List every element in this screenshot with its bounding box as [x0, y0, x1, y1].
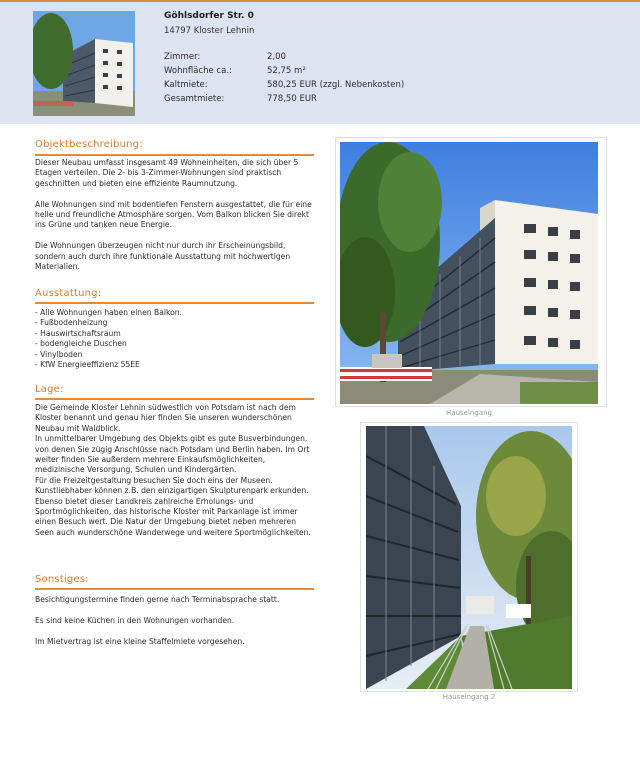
lage-text: Die Gemeinde Kloster Lehnin südwestlich von Potsdam ist nach dem Kloster benannt und genau hier finden Sie unseren wunderschönen Neubau mit Waldblick. In unmittelbarer Umgebung des Objekts gibt es gute Busverbindungen, von denen Sie zügig Anschlüsse nach Potsdam und Berlin haben. Im Ort weiter finden Sie außerdem mehrere Einkaufsmöglichkeiten, medizinische Versorgung, Schulen und Kindergärten. Für die Freizeitgestaltung besuchen Sie doch eins der Museen. Kunstliebhaber können z.B. den einzigartigen Skulpturenpark erkunden. Ebenso bietet dieser Landkreis zahlreiche Erholungs- und Sportmöglichkeiten, das historische Kloster mit Parkanlage ist immer einen Besuch wert. Die Natur der Umgebung bietet neben mehreren Seen auch wunderschöne Wanderwege und weitere Sportmöglichkeiten.	[35, 403, 311, 537]
list-item: - Hauswirtschaftsraum	[35, 328, 121, 338]
objektbeschreibung-text	[35, 158, 317, 272]
fact-label: Kaltmiete:	[164, 80, 208, 90]
fact-value: 580,25 EUR (zzgl. Nebenkosten)	[267, 80, 405, 90]
paragraph: Besichtigungstermine finden gerne nach Terminabsprache statt.	[35, 595, 280, 604]
paragraph: Es sind keine Küchen in den Wohnungen vorhanden.	[35, 615, 235, 625]
fact-value: 778,50 EUR	[267, 94, 317, 104]
building-thumbnail	[33, 11, 135, 116]
section-divider	[35, 588, 314, 590]
fact-row-total-rent	[164, 94, 404, 108]
paragraph: Im Mietvertrag ist eine kleine Staffelmiete vorgesehen.	[35, 636, 245, 646]
ausstattung-list	[35, 308, 317, 370]
section-title-sonstiges: Sonstiges:	[35, 574, 89, 585]
paragraph: Dieser Neubau umfasst insgesamt 49 Wohneinheiten, die sich über 5 Etagen verteilen. Die 2- bis 3-Zimmer-Wohnungen sind praktisch geschnitten und bieten eine effiziente Raumnutzung.	[35, 158, 299, 188]
fact-value: 52,75 m²	[267, 66, 306, 76]
list-item: - KfW Energieeffizienz 55EE	[35, 360, 140, 370]
section-divider	[35, 302, 314, 304]
section-divider	[35, 154, 314, 156]
fact-row-rooms	[164, 52, 404, 66]
fact-row-area	[164, 66, 404, 80]
photo-caption-1: Hauseingang	[446, 409, 492, 417]
building-photo-entrance	[340, 142, 598, 404]
list-item: - Fußbodenheizung	[35, 318, 108, 328]
section-title-lage: Lage:	[35, 384, 64, 395]
list-item: - bodengleiche Duschen	[35, 339, 127, 349]
photo-caption-2: Hauseingang 2	[442, 693, 496, 701]
building-photo-walkway	[366, 426, 572, 689]
paragraph: Alle Wohnungen sind mit bodentiefen Fenstern ausgestattet, die für eine helle und freundliche Atmosphäre sorgen. Vom Balkon blicken Sie direkt ins Grüne und tanken neue Energie.	[35, 199, 312, 230]
sonstiges-text	[35, 595, 317, 647]
fact-row-cold-rent	[164, 80, 404, 94]
list-item: - Alle Wohnungen haben einen Balkon.	[35, 308, 182, 317]
fact-label: Zimmer:	[164, 52, 201, 62]
fact-label: Gesamtmiete:	[164, 94, 225, 104]
section-divider	[35, 398, 314, 400]
section-title-ausstattung: Ausstattung:	[35, 288, 102, 299]
street-address: Göhlsdorfer Str. 0	[164, 11, 254, 21]
fact-label: Wohnfläche ca.:	[164, 66, 232, 76]
city-address: 14797 Kloster Lehnin	[164, 26, 255, 36]
list-item: - Vinylboden	[35, 349, 83, 359]
fact-value: 2,00	[267, 52, 286, 62]
key-facts	[164, 52, 404, 108]
section-title-objektbeschreibung: Objektbeschreibung:	[35, 139, 143, 150]
listing-header	[0, 2, 640, 124]
paragraph: Die Wohnungen überzeugen nicht nur durch ihr Erscheinungsbild, sondern auch durch ihre funktionale Ausstattung mit hochwertigen Materialien.	[35, 241, 291, 272]
